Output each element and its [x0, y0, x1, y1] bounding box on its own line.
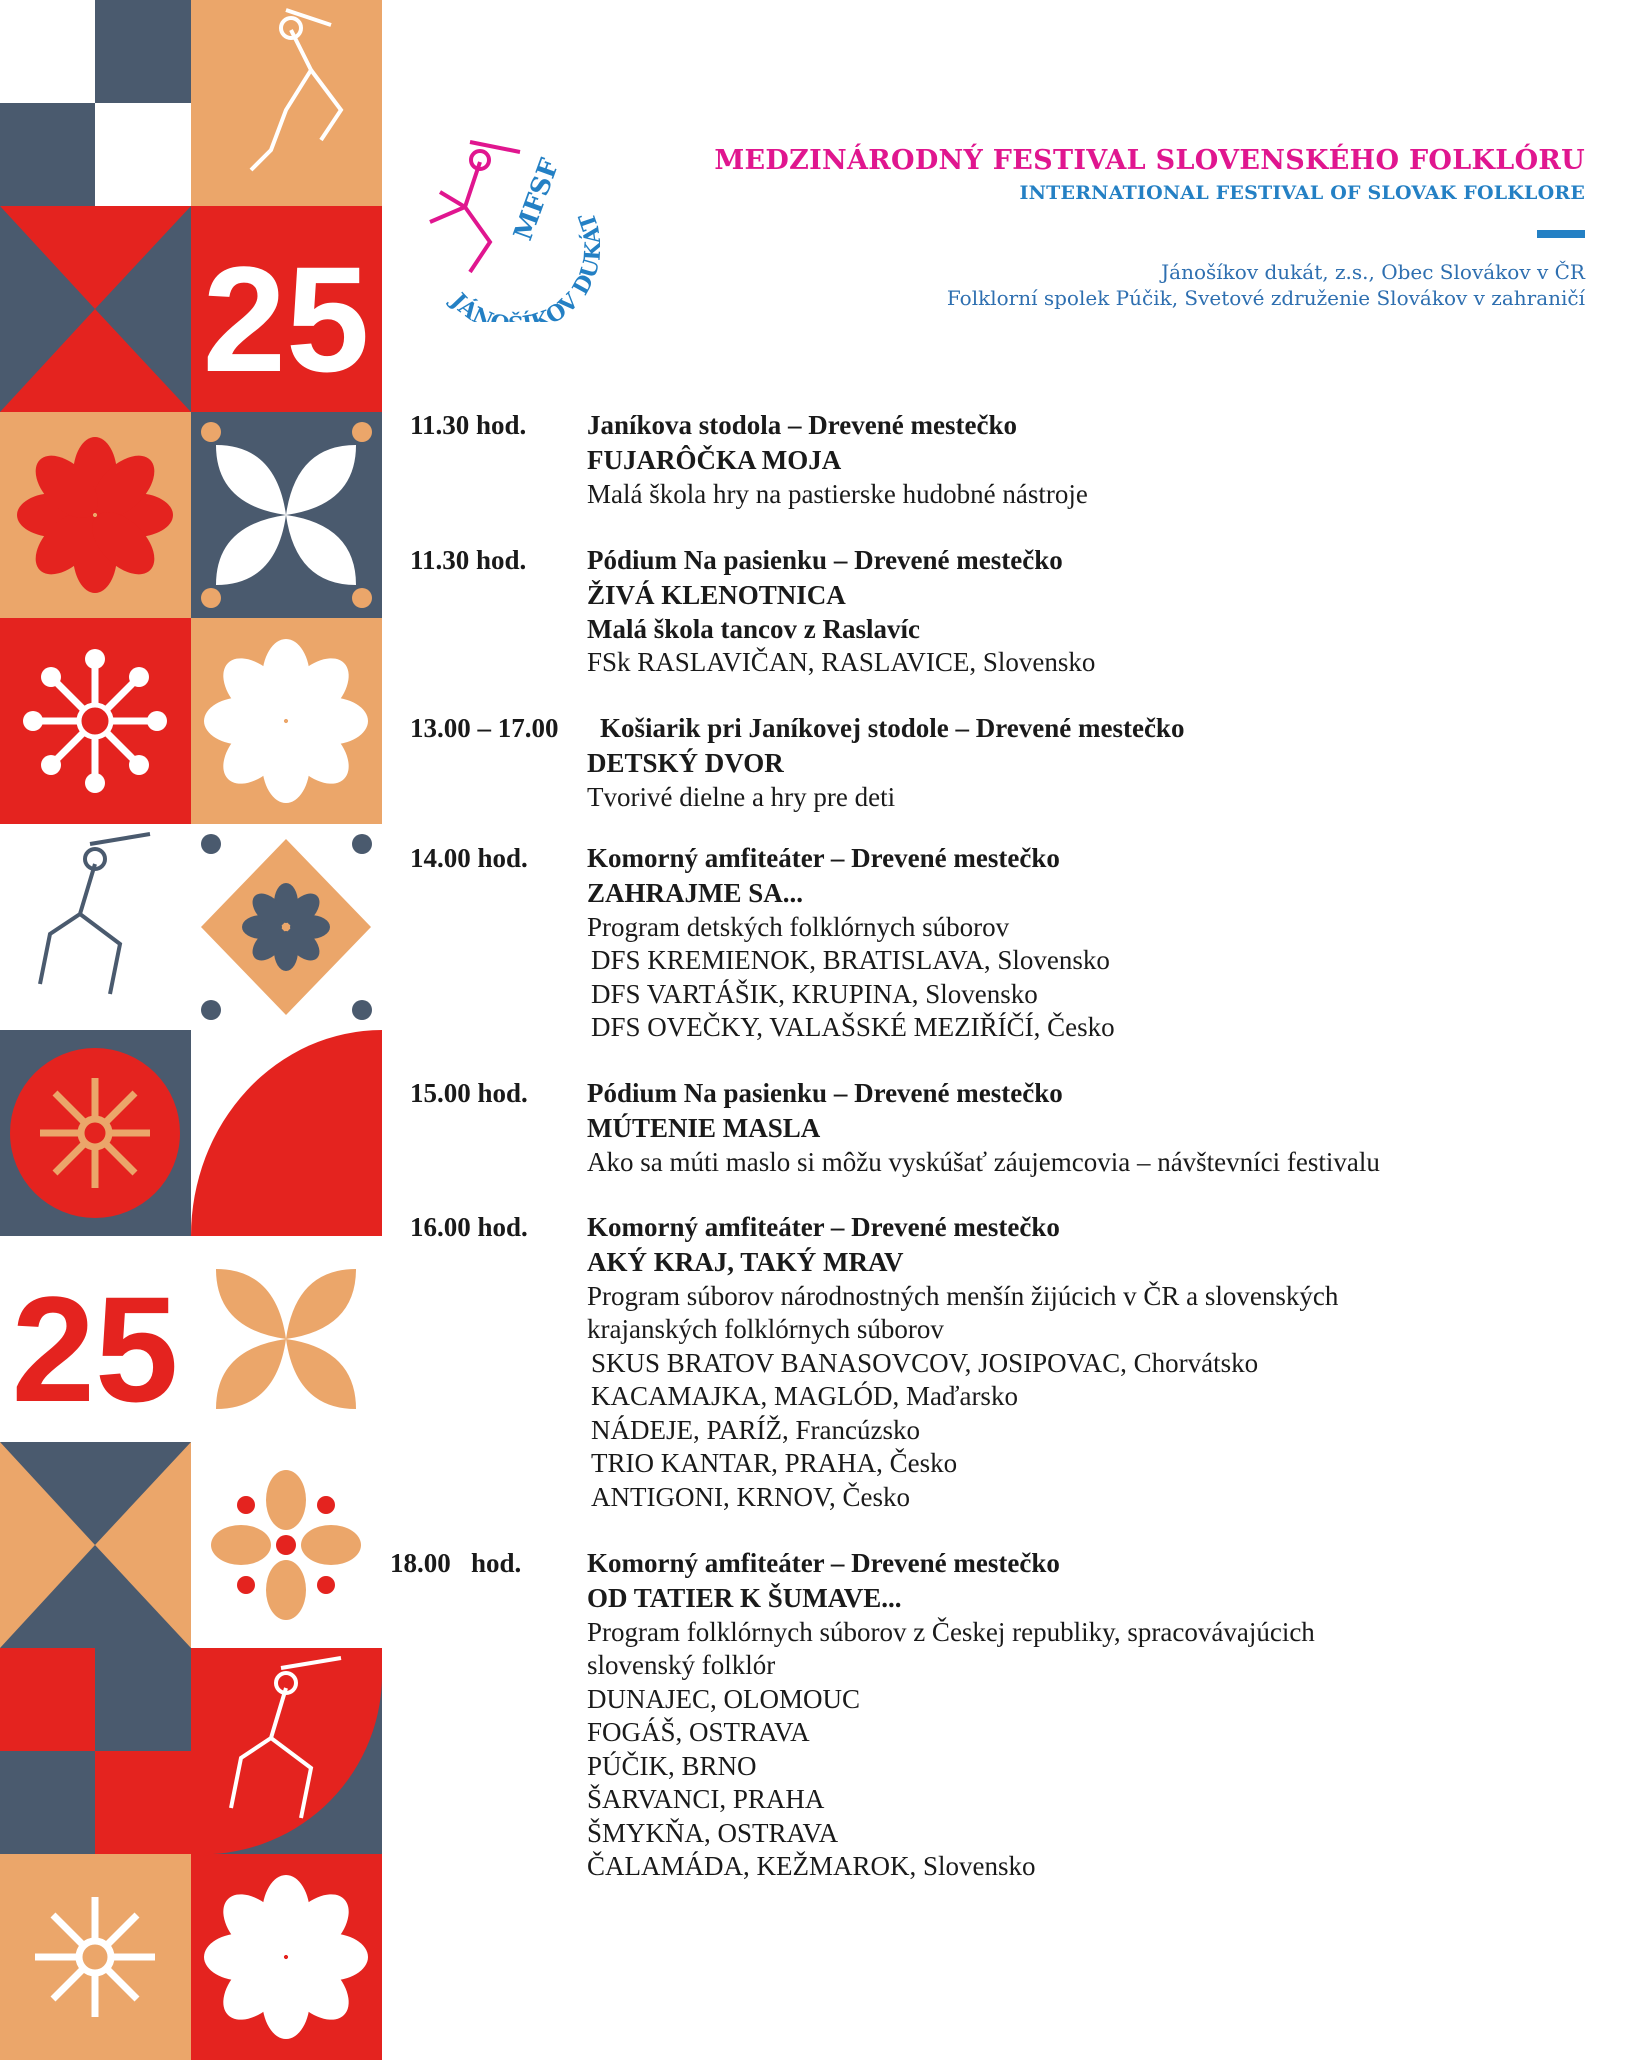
event-venue: Komorný amfiteáter – Drevené mestečko — [587, 1212, 1060, 1242]
ensemble-item: KACAMAJKA, MAGLÓD, Maďarsko — [591, 1381, 1018, 1411]
event-time: 14.00 hod. — [410, 843, 528, 873]
event-details — [587, 1582, 1315, 1884]
checker-tile — [0, 0, 191, 206]
dancer-tile — [0, 824, 191, 1030]
decorative-pattern-strip — [0, 0, 382, 2048]
event-time: 18.00 hod. — [390, 1548, 522, 1578]
event-title: MÚTENIE MASLA — [587, 1113, 821, 1143]
svg-text:MFSF: MFSF — [508, 154, 566, 245]
ensemble-item: FOGÁŠ, OSTRAVA — [587, 1717, 810, 1747]
event-title: DETSKÝ DVOR — [587, 748, 784, 778]
event-details — [587, 1246, 1338, 1514]
ensemble-item: TRIO KANTAR, PRAHA, Česko — [591, 1448, 958, 1478]
ensemble-item: ČALAMÁDA, KEŽMAROK, Slovensko — [587, 1851, 1036, 1881]
leaf-cross-tile — [191, 1236, 382, 1442]
flower-tile — [0, 412, 191, 618]
svg-text:JÁNOŠÍKOV DUKÁT: JÁN KOV D — [445, 270, 600, 322]
ensemble-item: SKUS BRATOV BANASOVCOV, JOSIPOVAC, Chorvátsko — [591, 1347, 1259, 1378]
event-time: 11.30 hod. — [410, 410, 527, 440]
ensemble-item: DFS OVEČKY, VALAŠSKÉ MEZIŘÍČÍ, Česko — [591, 1012, 1115, 1042]
event-venue: Komorný amfiteáter – Drevené mestečko — [587, 1548, 1060, 1578]
festival-subtitle: INTERNATIONAL FESTIVAL OF SLOVAK FOLKLORE — [1019, 182, 1585, 204]
quarter-circle-tile — [191, 1030, 382, 1236]
svg-text:25: 25 — [202, 235, 370, 403]
event-details — [587, 579, 1095, 680]
snowflake-icon — [40, 1078, 150, 1188]
event-line: Malá škola hry na pastierske hudobné nástroje — [587, 478, 1088, 509]
leaf-cross-tile — [191, 412, 382, 618]
header-divider — [1537, 230, 1585, 238]
event-details — [587, 747, 895, 814]
event-title: FUJARÔČKA MOJA — [587, 445, 842, 475]
triangles-tile — [0, 1442, 191, 1648]
ensemble-item: ANTIGONI, KRNOV, Česko — [591, 1481, 910, 1512]
white-flower-tile — [191, 618, 382, 824]
festival-logo — [410, 132, 600, 322]
ensemble-item: DFS KREMIENOK, BRATISLAVA, Slovensko — [591, 945, 1110, 975]
organizers-line-1: Jánošíkov dukát, z.s., Obec Slovákov v ČR — [1161, 260, 1585, 284]
event-line: Malá škola tancov z Raslavíc — [587, 613, 920, 644]
event-venue: Janíkova stodola – Drevené mestečko — [587, 410, 1017, 440]
event-line: Program detských folklórnych súborov — [587, 911, 1010, 942]
dot-flower-tile — [191, 1442, 382, 1648]
event-line: Program folklórnych súborov z Českej republiky, spracovávajúcich — [587, 1616, 1315, 1647]
ensemble-item: ŠMYKŇA, OSTRAVA — [587, 1817, 839, 1848]
event-line: krajanských folklórnych súborov — [587, 1314, 944, 1344]
dancer-icon — [430, 142, 520, 272]
ensemble-item: ŠARVANCI, PRAHA — [587, 1784, 825, 1814]
dancer-tile — [191, 0, 382, 206]
event-title: OD TATIER K ŠUMAVE... — [587, 1583, 902, 1613]
white-flower-tile — [191, 1854, 382, 2060]
checker-tile — [0, 1648, 191, 1854]
event-title: AKÝ KRAJ, TAKÝ MRAV — [587, 1247, 904, 1277]
triangles-tile — [0, 206, 191, 412]
event-time: 15.00 hod. — [410, 1078, 528, 1108]
snowflake-tile — [0, 618, 191, 824]
ensemble-item: DUNAJEC, OLOMOUC — [587, 1683, 861, 1714]
svg-text:25: 25 — [11, 1265, 179, 1433]
event-venue: Košiarik pri Janíkovej stodole – Drevené mestečko — [600, 713, 1185, 743]
event-title: ZAHRAJME SA... — [587, 878, 804, 908]
festival-title: MEDZINÁRODNÝ FESTIVAL SLOVENSKÉHO FOLKLÓRU — [714, 145, 1585, 176]
ensemble-item: NÁDEJE, PARÍŽ, Francúzsko — [591, 1414, 920, 1445]
event-line: FSk RASLAVIČAN, RASLAVICE, Slovensko — [587, 647, 1096, 677]
event-venue: Komorný amfiteáter – Drevené mestečko — [587, 843, 1060, 873]
event-time: 13.00 – 17.00 — [410, 713, 559, 743]
event-venue: Pódium Na pasienku – Drevené mestečko — [587, 1078, 1063, 1108]
event-line: slovenský folklór — [587, 1650, 776, 1680]
organizers-line-2: Folklorní spolek Púčik, Svetové združenie Slovákov v zahraničí — [946, 286, 1585, 310]
dancer-tile — [191, 1648, 382, 1854]
event-details — [587, 877, 1115, 1045]
event-time: 16.00 hod. — [410, 1212, 528, 1242]
event-details — [587, 1112, 1380, 1179]
number-25-tile — [191, 206, 382, 412]
event-details — [587, 444, 1088, 511]
number-25-tile — [0, 1236, 191, 1442]
diamond-tile — [191, 824, 382, 1030]
event-line: Ako sa múti maslo si môžu vyskúšať záujemcovia – návštevníci festivalu — [587, 1146, 1380, 1177]
snowflake-icon — [35, 1897, 155, 2017]
ensemble-item: PÚČIK, BRNO — [587, 1750, 757, 1781]
event-time: 11.30 hod. — [410, 545, 527, 575]
snowflake-tile — [0, 1030, 191, 1236]
event-line: Program súborov národnostných menšín žijúcich v ČR a slovenských — [587, 1280, 1339, 1311]
event-venue: Pódium Na pasienku – Drevené mestečko — [587, 545, 1063, 575]
snowflake-tile — [0, 1854, 191, 2060]
event-title: ŽIVÁ KLENOTNICA — [587, 580, 846, 610]
event-line: Tvorivé dielne a hry pre deti — [587, 781, 896, 812]
ensemble-item: DFS VARTÁŠIK, KRUPINA, Slovensko — [591, 978, 1038, 1009]
